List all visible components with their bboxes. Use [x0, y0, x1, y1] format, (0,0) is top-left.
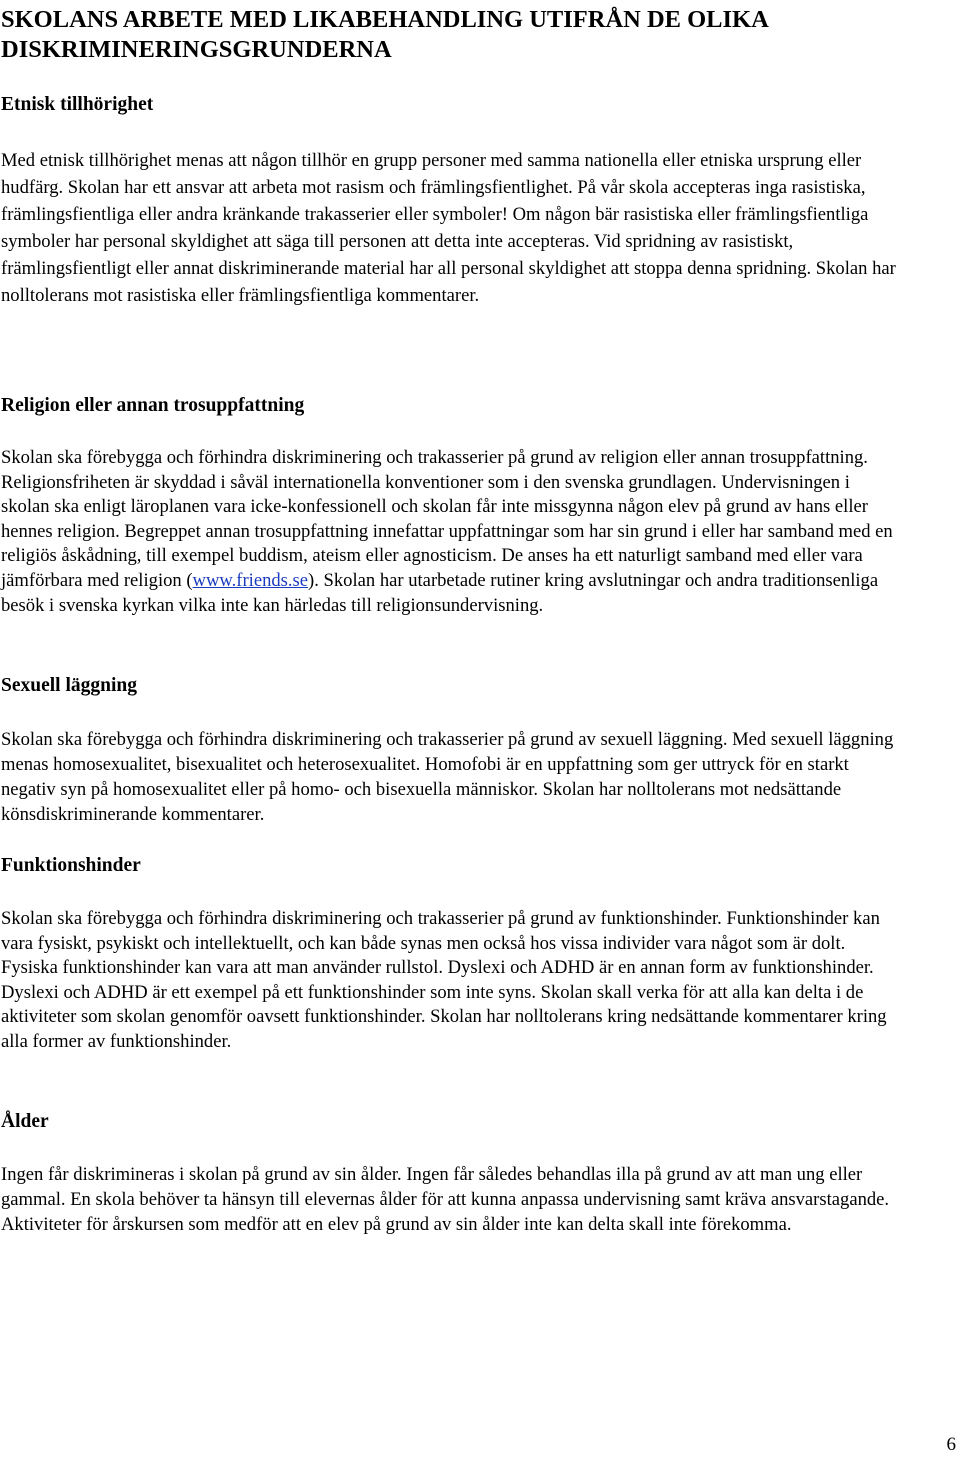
section-heading-funktionshinder: Funktionshinder — [1, 855, 141, 876]
section-heading-sexuell-laggning: Sexuell läggning — [1, 675, 137, 696]
section-heading-religion: Religion eller annan trosuppfattning — [1, 395, 305, 416]
section-paragraph-alder: Ingen får diskrimineras i skolan på grund av sin ålder. Ingen får således behandlas illa på grund av att man ung eller gammal. En skola behöver ta hänsyn till elevernas ålder för att kunna anpassa undervisning samt kräva ansvarstagande. Aktiviteter för årskursen som medför att en elev på grund av sin ålder inte kan delta skall inte förekomma. — [1, 1164, 890, 1235]
friends-link[interactable]: www.friends.se — [192, 569, 309, 591]
page-title: SKOLANS ARBETE MED LIKABEHANDLING UTIFRÅN DE OLIKA DISKRIMINERINGSGRUNDERNA — [1, 6, 768, 63]
section-paragraph-funktionshinder: Skolan ska förebygga och förhindra diskriminering och trakasserier på grund av funktionshinder. Funktionshinder kan vara fysiskt, psykiskt och intellektuellt, och kan både synas men också hos vissa individer vara något som är dolt. Fysiska funktionshinder kan vara att man använder rullstol. Dyslexi och ADHD är en annan form av funktionshinder. Dyslexi och ADHD är ett exempel på ett funktionshinder som inte syns. Skolan skall verka för att alla kan delta i de aktiviteter som skolan genomför oavsett funktionshinder. Skolan har nolltolerans kring nedsättande kommentarer kring alla former av funktionshinder. — [1, 908, 887, 1052]
religion-text-before-link: Skolan ska förebygga och förhindra diskriminering och trakasserier på grund av religion eller annan trosuppfattning. Religionsfriheten är skyddad i såväl internationella konventioner som i den svenska grundlagen. Undervisningen i skolan ska enligt läroplanen vara icke-konfessionell och skolan får inte missgynna någon elev på grund av hans eller hennes religion. Begreppet annan trosuppfattning innefattar uppfattningar som har sin grund i eller har samband med en religiös åskådning, till exempel buddism, ateism eller agnosticism. De anses ha ett naturligt samband med eller vara jämförbara med religion ( — [1, 447, 893, 591]
page-number: 6 — [946, 1434, 956, 1455]
section-heading-etnisk-tillhorighet: Etnisk tillhörighet — [1, 94, 154, 115]
section-paragraph-sexuell-laggning: Skolan ska förebygga och förhindra diskriminering och trakasserier på grund av sexuell läggning. Med sexuell läggning menas homosexualitet, bisexualitet och heterosexualitet. Homofobi är en uppfattning som ger uttryck för en starkt negativ syn på homosexualitet eller på homo- och bisexuella människor. Skolan har nolltolerans mot nedsättande könsdiskriminerande kommentarer. — [1, 729, 894, 825]
section-heading-alder: Ålder — [1, 1111, 49, 1132]
religion-text-after-link: ). Skolan har utarbetade rutiner kring avslutningar och andra traditionsenliga besök i svenska kyrkan vilka inte kan härledas till religionsundervisning. — [1, 569, 879, 616]
section-paragraph-etnisk-tillhorighet: Med etnisk tillhörighet menas att någon tillhör en grupp personer med samma nationella eller etniska ursprung eller hudfärg. Skolan har ett ansvar att arbeta mot rasism och främlingsfientlighet. På vår skola accepteras inga rasistiska, främlingsfientliga eller andra kränkande trakasserier eller symboler! Om någon bär rasistiska eller främlingsfientliga symboler har personal skyldighet att säga till personen att detta inte accepteras. Vid spridning av rasistiskt, främlingsfientligt eller annat diskriminerande material har all personal skyldighet att stoppa denna spridning. Skolan har nolltolerans mot rasistiska eller främlingsfientliga kommentarer. — [1, 150, 896, 306]
section-paragraph-religion — [1, 446, 901, 618]
